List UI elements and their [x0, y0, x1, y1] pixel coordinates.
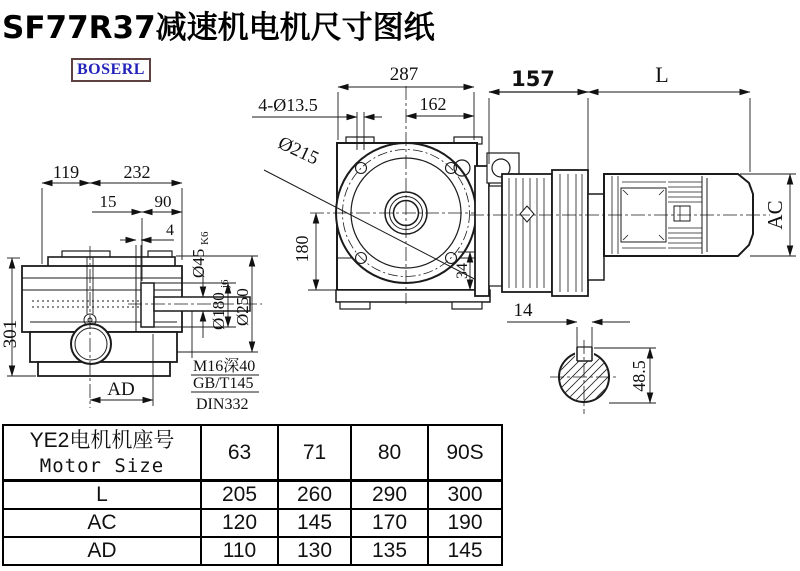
row-label-L: L — [3, 481, 201, 510]
dim-4: 4 — [166, 222, 174, 239]
row-label-AC: AC — [3, 509, 201, 537]
value-AC-63: 120 — [201, 509, 278, 537]
motor-size-header-cell — [3, 425, 201, 481]
dim-287: 287 — [389, 64, 419, 85]
dim-pilot-dia: Ø180 — [209, 292, 228, 330]
dim-48-5: 48.5 — [629, 360, 649, 392]
value-L-90s: 300 — [428, 481, 502, 510]
dim-AC: AC — [763, 200, 787, 230]
motor-view — [470, 153, 770, 296]
dim-215: Ø215 — [274, 132, 322, 170]
dim-90: 90 — [154, 192, 172, 211]
note-din: DIN332 — [196, 396, 249, 413]
note-gb: GB/T145 — [193, 375, 254, 392]
size-col-80: 80 — [351, 425, 428, 481]
value-AD-80: 135 — [351, 537, 428, 565]
dim-232: 232 — [123, 162, 151, 182]
dim-119: 119 — [52, 162, 80, 182]
dim-162: 162 — [419, 94, 447, 114]
dim-bolt-holes: 4-Ø13.5 — [258, 95, 318, 115]
value-AC-71: 145 — [278, 509, 351, 537]
value-AD-71: 130 — [278, 537, 351, 565]
dim-301: 301 — [0, 319, 21, 349]
value-L-71: 260 — [278, 481, 351, 510]
dim-pilot-fit: j6 — [219, 279, 231, 288]
dim-180: 180 — [292, 235, 312, 263]
dim-L: L — [655, 62, 669, 87]
value-AC-90s: 190 — [428, 509, 502, 537]
value-AD-90s: 145 — [428, 537, 502, 565]
table-row-AC — [3, 509, 502, 537]
dim-shaft-fit: K6 — [199, 231, 211, 245]
note-tap: M16深40 — [193, 358, 256, 375]
size-col-71: 71 — [278, 425, 351, 481]
dim-34: 34 — [454, 263, 471, 279]
value-AC-80: 170 — [351, 509, 428, 537]
dim-15: 15 — [99, 192, 117, 211]
dim-flange-dia: Ø250 — [233, 288, 252, 326]
table-row-AD — [3, 537, 502, 565]
table-header-row — [3, 425, 502, 481]
dim-AD: AD — [107, 379, 135, 400]
motor-size-header-cn: YE2电机机座号 — [29, 428, 175, 452]
size-col-63: 63 — [201, 425, 278, 481]
dim-157: 157 — [511, 67, 555, 91]
brand-logo: BOSERL — [71, 58, 151, 82]
table-row-L — [3, 481, 502, 510]
value-L-80: 290 — [351, 481, 428, 510]
motor-size-header-en: Motor Size — [39, 454, 165, 477]
spec-table — [2, 424, 503, 566]
value-L-63: 205 — [201, 481, 278, 510]
row-label-AD: AD — [3, 537, 201, 565]
value-AD-63: 110 — [201, 537, 278, 565]
dim-shaft-dia: Ø45 — [189, 248, 208, 278]
size-col-90s: 90S — [428, 425, 502, 481]
dim-14: 14 — [513, 300, 533, 321]
page-title: SF77R37减速机电机尺寸图纸 — [2, 10, 435, 46]
